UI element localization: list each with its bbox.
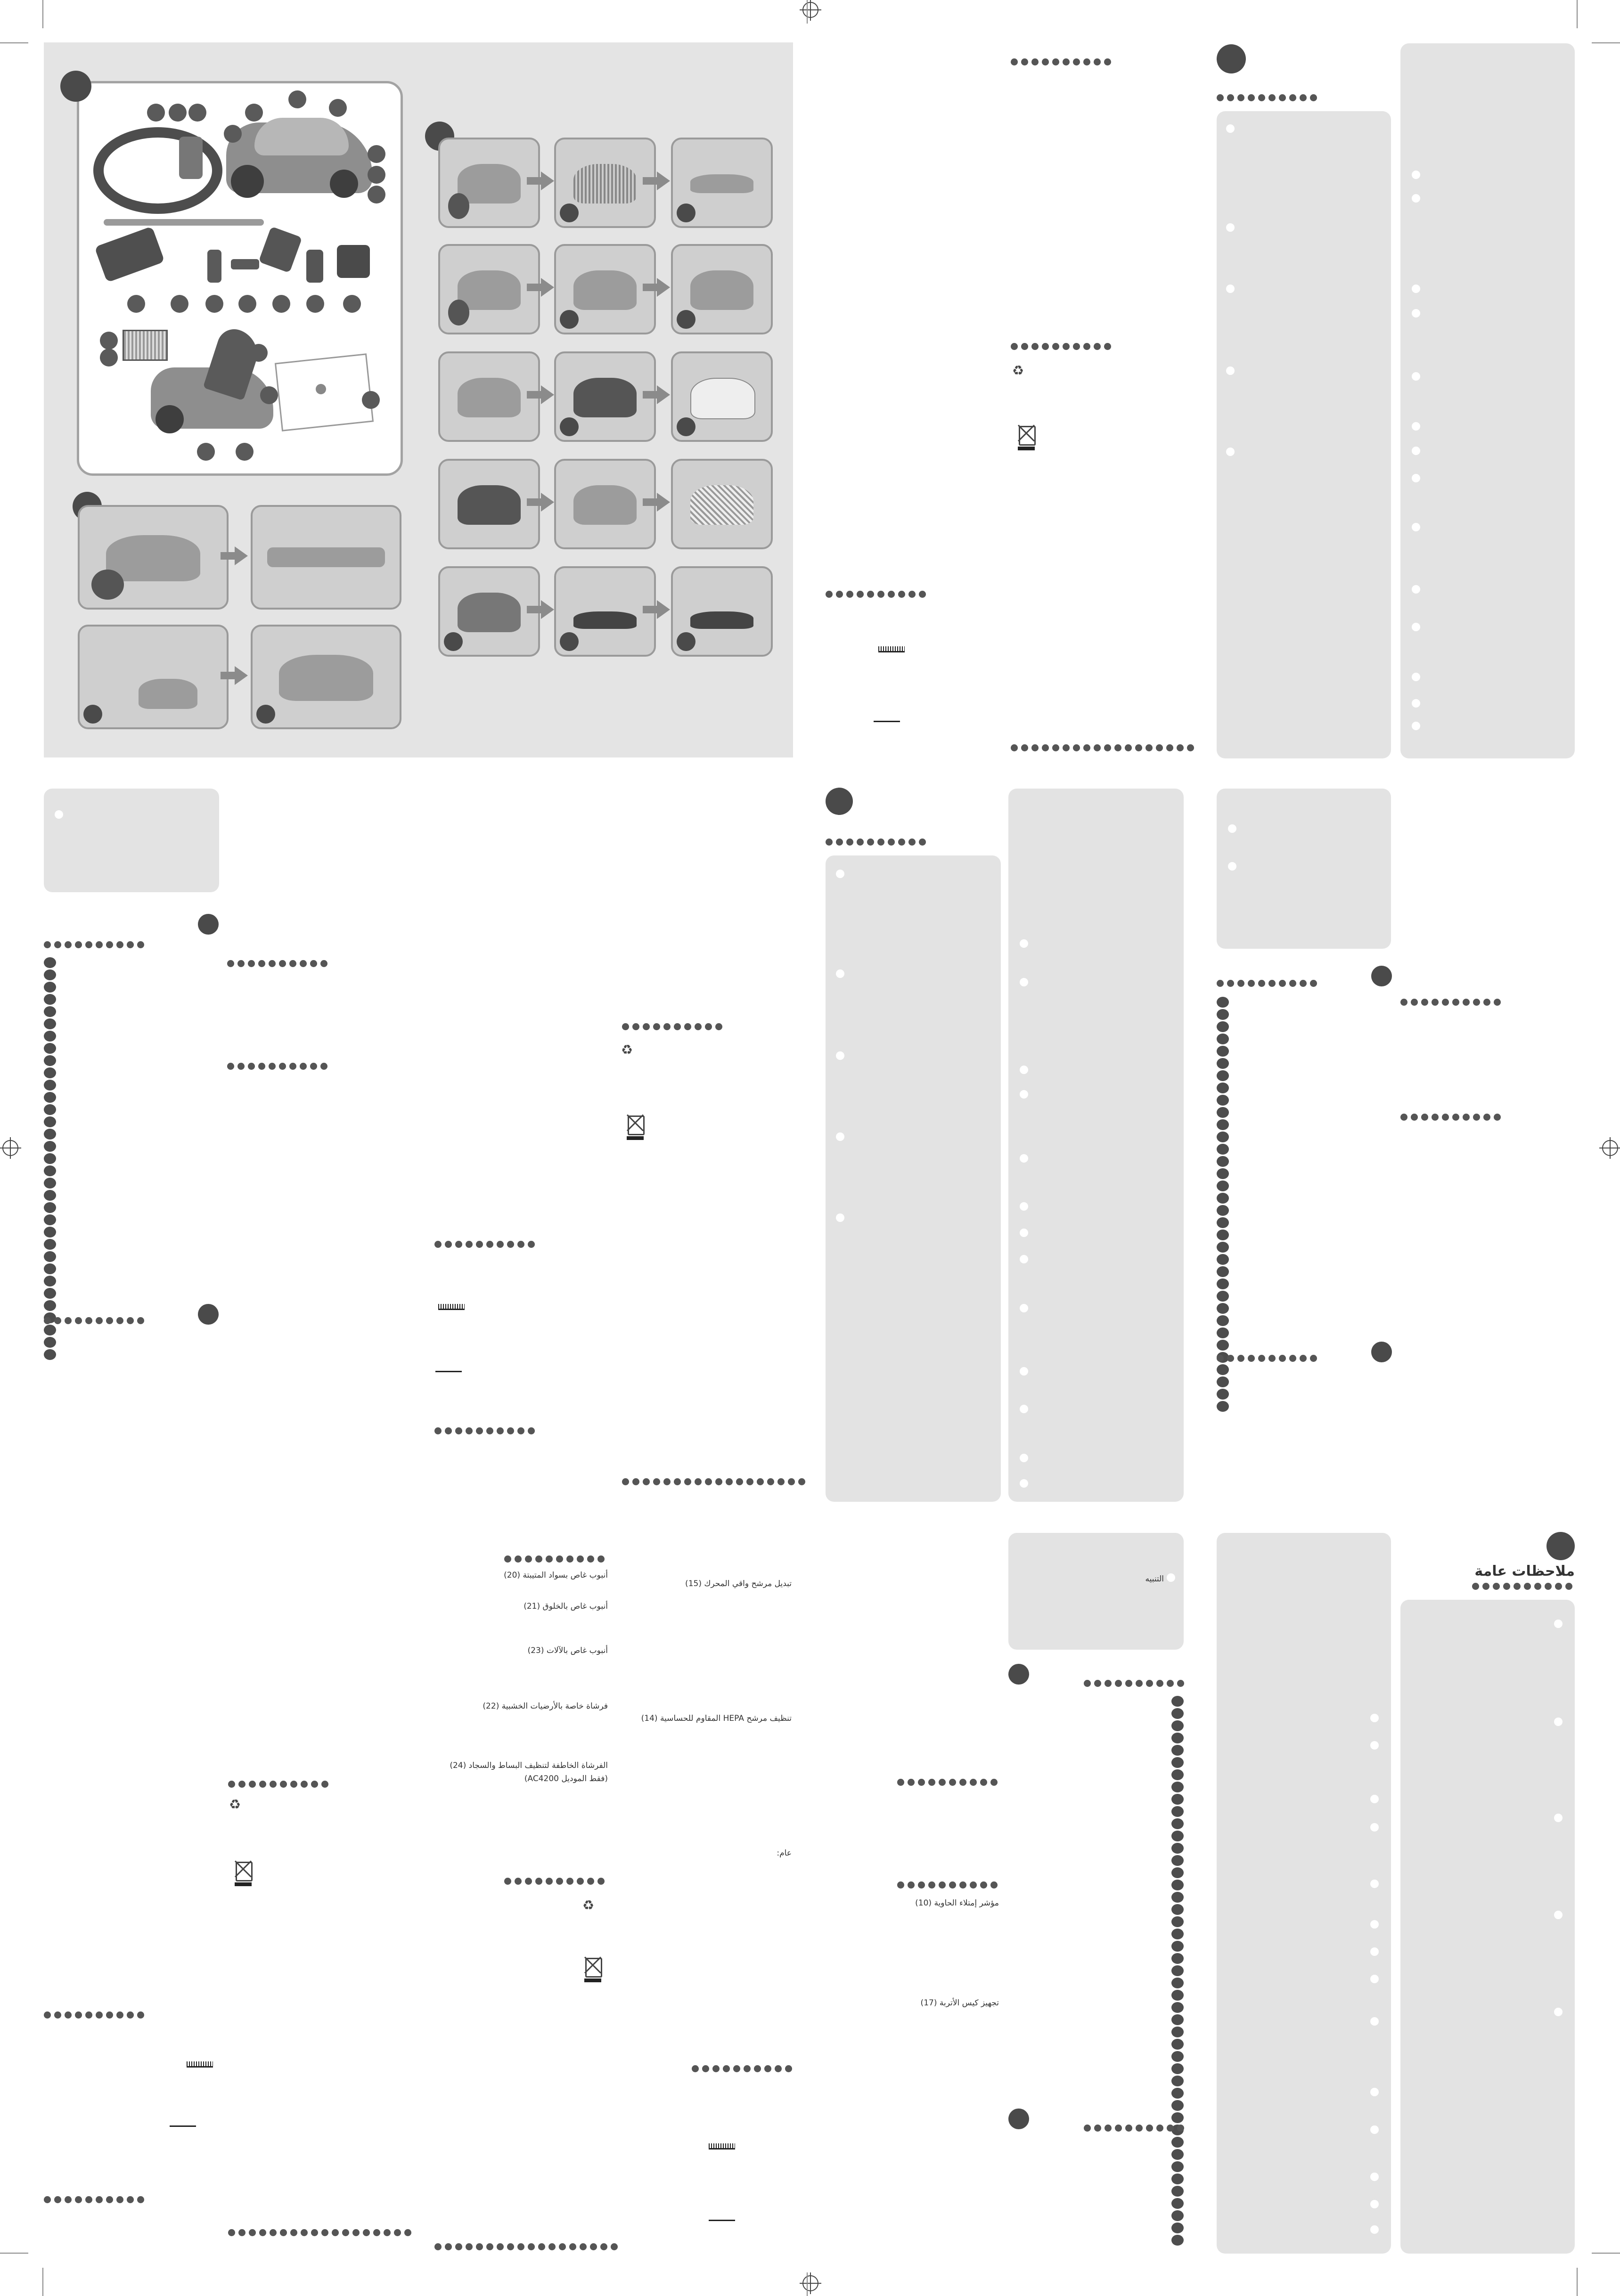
hepa-filter [123,330,168,361]
bullet [1412,623,1420,631]
section-badge [1371,966,1392,986]
section-header-dots [826,591,926,598]
bullet [1412,285,1420,293]
bullet [1370,1741,1379,1750]
section-badge [1008,2109,1029,2129]
bullet [1020,1479,1028,1488]
text-panel [1008,1533,1184,1650]
bullet [836,1051,844,1060]
callout [188,104,206,122]
arrow-icon [541,385,554,404]
photo-step [554,351,656,442]
bullet [1370,1947,1379,1956]
section-header-dots [434,1241,535,1248]
dust-bag-opening [316,384,326,394]
arrow-icon [541,278,554,297]
ar-warning-label: التنبيه [1145,1574,1164,1584]
photo-step [78,505,229,610]
bullet [1412,171,1420,179]
bullet [1412,194,1420,203]
crossed-bin-icon [233,1860,254,1887]
numbered-list-rail [1217,997,1229,1412]
text-panel [1217,111,1391,758]
text-panel [1400,1600,1575,2254]
bullet [1020,1405,1028,1413]
text-panel [1217,1533,1391,2254]
callout [100,349,118,366]
bullet [1020,1255,1028,1263]
section-header-dots [1400,1114,1501,1121]
vacuum-wheel [155,405,184,433]
crop-mark [1592,2253,1620,2254]
callout [250,344,268,362]
upholstery-tool [231,259,259,269]
ar-brush-turbo-label: الفرشاة الخاطفة لتنظيف البساط والسجاد (24) [450,1761,608,1770]
bullet [1226,448,1235,456]
callout [368,145,385,163]
photo-step [671,244,773,334]
arrow-icon [657,385,670,404]
section-badge [1217,44,1246,73]
section-header-dots [1400,999,1501,1006]
photo-step [671,138,773,228]
ar-pipe-rubber-label: أنبوب غاص بالخلوق (21) [524,1602,608,1611]
arrow-icon [657,171,670,190]
crop-mark [42,2268,43,2296]
bullet [1020,1304,1028,1312]
callout [343,295,361,313]
section-header-dots [692,2065,792,2073]
callout [368,186,385,204]
bullet [1020,1066,1028,1074]
bullet [1370,2017,1379,2026]
cable-symbol [709,2143,735,2149]
bullet [1412,372,1420,381]
bullet [1412,447,1420,455]
fold-mark [807,0,808,24]
bullet [1228,862,1236,871]
section-header-dots [44,2196,144,2204]
section-badge [1546,1532,1575,1560]
ar-hepa-filter-label: تنظيف مرشح HEPA المقاوم للحساسية (14) [641,1714,792,1723]
callout [197,443,215,461]
dash-symbol [874,721,900,722]
callout [272,295,290,313]
photo-step [251,505,401,610]
callout [288,90,306,108]
crossed-bin-icon [625,1114,646,1141]
arrow-icon [541,171,554,190]
callout [362,391,380,409]
callout [224,125,242,143]
section-header-dots [434,1427,535,1435]
callout [100,332,118,350]
callout [171,295,188,313]
arrow-icon [657,600,670,619]
callout [260,386,278,404]
vacuum-wheel [231,165,264,198]
callout [127,295,145,313]
section-badge [198,1304,219,1325]
photo-step [78,625,229,729]
crop-mark [42,0,43,28]
crop-mark [1592,42,1620,43]
vacuum-wheel [330,170,358,198]
cable-symbol [438,1304,465,1310]
section-header-dots [44,2011,144,2019]
bullet [1554,1718,1563,1726]
text-panel [1008,789,1184,1502]
photo-step [554,566,656,657]
figure-a-badge [60,71,91,102]
crossed-bin-icon [582,1956,603,1983]
crossed-bin-icon [1016,424,1037,451]
callout [306,295,324,313]
callout [368,166,385,184]
bullet [1020,1090,1028,1099]
section-badge [826,788,853,815]
section-header-dots [1217,980,1317,987]
section-header-dots [1084,2125,1184,2132]
section-header-dots [1217,94,1317,102]
crop-mark [1577,0,1578,28]
cable-symbol [187,2061,213,2068]
bullet [1226,366,1235,375]
section-header-dots [622,1023,722,1031]
dash-symbol [709,2220,735,2221]
hose-illustration [93,127,222,214]
section-header-dots [897,1779,998,1786]
bullet [1554,2008,1563,2016]
photo-step [671,566,773,657]
bullet [1412,699,1420,708]
bullet [1412,585,1420,594]
section-badge [198,914,219,935]
callout [245,104,263,122]
cable-symbol [878,646,905,652]
ar-dust-bag-label: تجهيز كيس الأتربة (17) [920,1998,999,2008]
bullet [1226,223,1235,232]
callout [236,443,254,461]
bullet [1412,673,1420,681]
bullet [1412,309,1420,318]
bullet [1370,1823,1379,1832]
arrow-icon [657,278,670,297]
arrow-icon [235,546,248,565]
section-header-dots [228,2229,411,2237]
bullet [1370,2125,1379,2134]
ar-pipe-tools-label: أنبوب غاص بالآلات (23) [527,1646,608,1655]
bullet [1370,1795,1379,1803]
section-header-dots [504,1555,605,1563]
bullet [836,1213,844,1222]
section-header-dots [1084,1680,1184,1687]
recycle-icon: ♻ [229,1797,241,1812]
callout [238,295,256,313]
recycle-icon: ♻ [582,1897,595,1913]
bullet [1020,1154,1028,1163]
ar-brush-upholstery-label: فرشاة خاصة بالأرضيات الخشبية (22) [483,1702,608,1711]
photo-step [554,459,656,549]
section-header-dots [1217,1355,1317,1362]
crop-mark [0,42,28,43]
section-header-dots [1011,744,1194,752]
section-header-dots [897,1881,998,1889]
ar-pipe-sockets-label: أنبوب غاص بسواد المتيبتة (20) [504,1571,608,1580]
callout [147,104,165,122]
photo-step [671,459,773,549]
turbo-brush [337,245,370,278]
bullet [1167,1573,1175,1582]
bullet [1554,1814,1563,1822]
bullet [1412,422,1420,431]
bullet [55,810,63,819]
bullet [836,870,844,878]
bullet [1020,1202,1028,1211]
bullet [1020,939,1028,948]
section-header-dots [228,1781,328,1788]
crevice-tool [207,250,221,283]
section-header-dots [227,1063,327,1070]
bullet [1228,824,1236,833]
section-header-dots [1011,343,1111,350]
numbered-list-rail [1171,1696,1184,2246]
photo-step [554,244,656,334]
photo-step [671,351,773,442]
bullet [1020,978,1028,986]
crop-mark [1577,2268,1578,2296]
registration-mark-icon [1602,1140,1618,1156]
callout [329,99,347,117]
dash-symbol [435,1371,462,1372]
registration-mark-icon [2,1140,18,1156]
bullet [836,969,844,978]
recycle-icon: ♻ [621,1042,633,1058]
bullet [836,1132,844,1141]
section-badge [1008,1664,1029,1685]
bullet [1020,1229,1028,1237]
arrow-icon [541,600,554,619]
text-panel [826,855,1001,1502]
section-header-dots [1011,58,1111,66]
callout [205,295,223,313]
recycle-icon: ♻ [1012,363,1024,378]
bullet [1412,523,1420,531]
photo-step [438,459,540,549]
bullet [1226,285,1235,293]
numbered-list-rail [44,957,56,1360]
vacuum-lid [254,118,349,155]
section-header-dots [1472,1583,1572,1590]
bullet [1370,1880,1379,1888]
photo-step [438,566,540,657]
bullet [1370,1714,1379,1722]
text-panel [1400,43,1575,758]
photo-step [251,625,401,729]
bullet [1412,722,1420,730]
registration-mark-icon [802,2275,818,2291]
hose-handle [179,137,203,179]
bullet [1020,1454,1028,1462]
dash-symbol [170,2125,196,2127]
section-header-dots [44,1317,144,1325]
registration-mark-icon [802,2,818,18]
photo-step [438,244,540,334]
section-header-dots [227,960,327,968]
section-header-dots [44,941,144,949]
telescopic-tube [104,219,264,226]
dusting-brush [306,250,323,283]
bullet [1370,2225,1379,2234]
bullet [1370,1975,1379,1983]
bullet [1554,1911,1563,1919]
arrow-icon [541,493,554,512]
section-badge [1371,1342,1392,1362]
fold-mark [807,2272,808,2296]
section-header-dots [622,1478,805,1486]
ar-model-note-label: (فقط الموديل AC4200) [524,1774,608,1783]
ar-general-label: عام: [777,1848,792,1858]
text-panel [44,789,219,892]
bullet [1020,1367,1028,1376]
bullet [1412,474,1420,482]
general-notes-title: ملاحظات عامة [1474,1563,1575,1580]
ar-container-indicator-label: مؤشر إمتلاء الحاوية (10) [915,1898,999,1908]
text-panel [1217,789,1391,949]
arrow-icon [657,493,670,512]
photo-step [438,138,540,228]
ar-motor-filter-label: تبديل مرشح واقي المحرك (15) [685,1579,792,1588]
section-header-dots [434,2243,618,2251]
bullet [1554,1620,1563,1628]
section-header-dots [826,839,926,846]
photo-step [438,351,540,442]
bullet [1370,2200,1379,2208]
bullet [1370,2088,1379,2096]
callout [169,104,187,122]
bullet [1226,124,1235,133]
section-header-dots [504,1878,605,1885]
crop-mark [0,2253,28,2254]
bullet [1370,1920,1379,1929]
bullet [1370,2173,1379,2181]
arrow-icon [235,666,248,685]
photo-step [554,138,656,228]
